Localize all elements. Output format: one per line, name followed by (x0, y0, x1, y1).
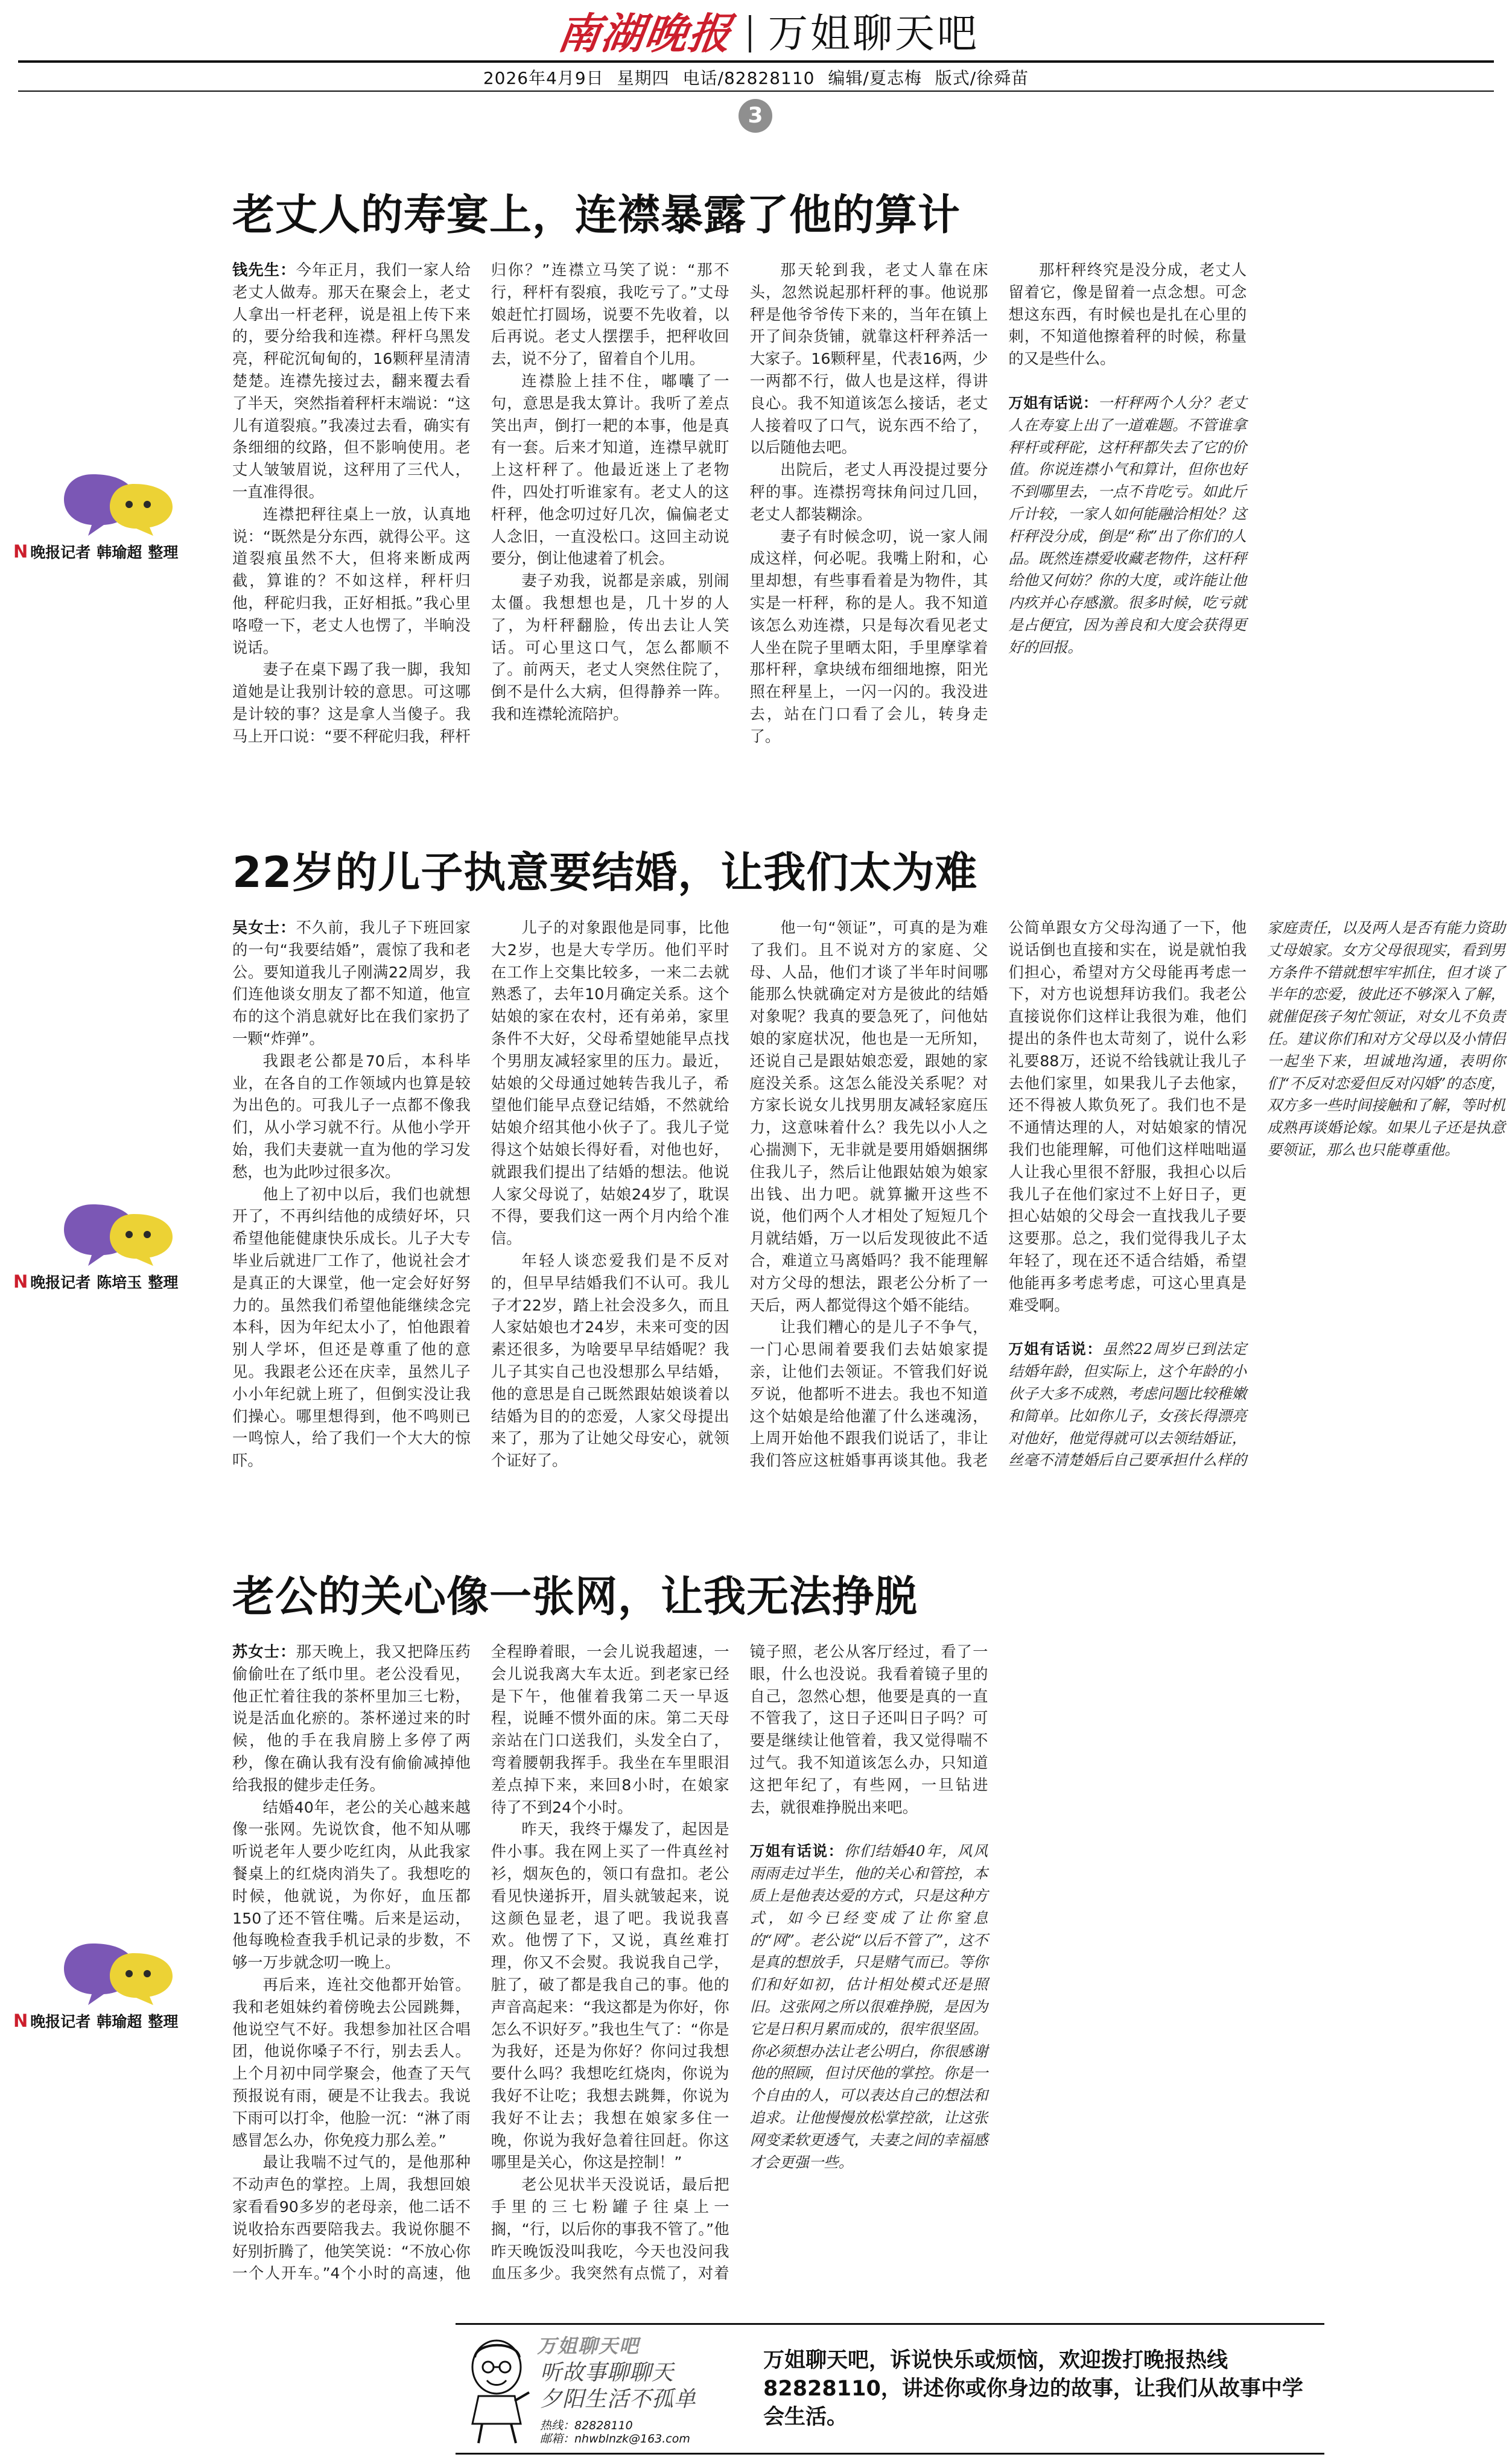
article-1 (0, 181, 1512, 790)
editor-comment: 万姐有话说：虽然22周岁已到法定结婚年龄，但实际上，这个年龄的小伙子大多不成熟，考虑问题比较稚嫩和简单。比如你儿子，女孩长得漂亮对他好，他觉得就可以去领结婚证，丝毫不清楚婚后自己要承担什么样的家庭责任，以及两人是否有能力资助丈母娘家。女方父母很现实，看到男方条件不错就想牢牢抓住，但才谈了半年的恋爱，彼此还不够深入了解，就催促孩子匆忙领证，对女儿不负责任。建议你们和对方父母以及小情侣一起坐下来，坦诚地沟通，表明你们“不反对恋爱但反对闪婚”的态度，双方多一些时间接触和了解，等时机成熟再谈婚论嫁。如果儿子还是执意要领证，那么也只能尊重他。 (1008, 919, 1505, 1469)
reporter-block (13, 1940, 212, 2048)
article-body (232, 1641, 1505, 2287)
masthead (0, 0, 1512, 127)
paragraph: 再后来，连社交他都开始管。我和老姐妹约着傍晚去公园跳舞，他说空气不好。我想参加社区合唱团，他说你嗓子不行，别去丢人。上个月初中同学聚会，他查了天气预报说有雨，硬是不让我去。我说下雨可以打伞，他脸一沉：“淋了雨感冒怎么办，你免疫力那么差。” (232, 1975, 471, 2149)
speaker-name: 苏女士： (232, 1643, 296, 1661)
paper-initial: N (13, 1271, 28, 1292)
paragraph: 年轻人谈恋爱我们是不反对的，但早早结婚我们不认可。我儿子才22岁，踏上社会没多久，而且人家姑娘也才24岁，未来可变的因素还很多，为啥要早早结婚呢？我儿子其实自己也没想那么早结婚，他的意思是自己既然跟姑娘谈着以结婚为目的的恋爱，人家父母提出来了，那为了让她父母安心，就领个证好了。 (491, 1251, 729, 1470)
paragraph: 钱先生：今年正月，我们一家人给老丈人做寿。那天在聚会上，老丈人拿出一杆老秤，说是祖上传下来的，要分给我和连襟。秤杆乌黑发亮，秤砣沉甸甸的，16颗秤星清清楚楚。连襟先接过去，翻来覆去看了半天，突然指着秤杆末端说：“这儿有道裂痕。”我凑过去看，确实有条细细的纹路，但不影响使用。老丈人皱皱眉说，这秤用了三代人，一直准得很。 (232, 261, 471, 501)
article-3 (0, 1563, 1512, 2305)
speech-bubbles-icon (62, 1940, 194, 2006)
slogan-line-2: 夕阳生活不孤单 (540, 2387, 697, 2412)
paragraph: 儿子的对象跟他是同事，比他大2岁，也是大专学历。他们平时在工作上交集比较多，一来二去就熟悉了，去年10月确定关系。这个姑娘的家在农村，还有弟弟，家里条件不大好，父母希望她能早点找个男朋友减轻家里的压力。最近，姑娘的父母通过她转告我儿子，希望他们能早点登记结婚，不然就给姑娘介绍其他小伙子了。我儿子觉得这个姑娘长得好看，对他也好，就跟我们提出了结婚的想法。他说人家父母说了，姑娘24岁了，耽误不得，要我们这一两个月内给个准信。 (491, 919, 729, 1248)
paper-initial: N (13, 541, 28, 562)
issue-weekday: 星期四 (617, 68, 670, 88)
reporter-block (13, 1201, 212, 1309)
grandpa-cartoon-icon (458, 2333, 536, 2448)
issue-editor: 编辑/夏志梅 (828, 68, 922, 88)
paragraph: 昨天，我终于爆发了，起因是件小事。我在网上买了一件真丝衬衫，烟灰色的，领口有盘扣。老公看见快递拆开，眉头就皱起来，说这颜色显老，退了吧。我说我喜欢。他愣了下，又说，真丝难打理，你又不会熨。我说我自己学，脏了，破了都是我自己的事。他的声音高起来：“我这都是为你好，你怎么不识好歹。”我也生气了：“你是为我好，还是为你好？你问过我想要什么吗？我想吃红烧肉，你说为我好不让吃；我想去跳舞，你说为我好不让去；我想在娘家多住一晚，你说为我好急着往回赶。你这哪里是关心，你这是控制！” (491, 1820, 729, 2172)
reporter-byline (13, 541, 218, 562)
brand-group (554, 7, 979, 60)
commenter-label: 万姐有话说： (1008, 393, 1098, 412)
reporter-role: 整理 (148, 1274, 179, 1291)
reporter-byline (13, 1271, 218, 1292)
reporter-org: 晚报记者 (30, 1274, 91, 1291)
footer (0, 2317, 1512, 2460)
footer-column-title: 万姐聊天吧 (537, 2334, 640, 2357)
speaker-name: 吴女士： (232, 919, 296, 936)
footer-hotline: 热线：82828110 (540, 2419, 633, 2432)
paragraph: 那天轮到我，老丈人靠在床头，忽然说起那杆秤的事。他说那秤是他爷爷传下来的，当年在镇上开了间杂货铺，就靠这杆秤养活一大家子。16颗秤星，代表16两，少一两都不行，做人也是这样，得讲良心。我不知道该怎么接话，老丈人接着叹了口气，说东西不给了，以后随他去吧。 (749, 261, 988, 457)
commenter-label: 万姐有话说： (749, 1842, 844, 1860)
issue-designer: 版式/徐舜苗 (935, 68, 1029, 88)
speech-bubbles-icon (62, 1201, 194, 1267)
page-number-badge: 3 (739, 99, 772, 133)
reporter-block (13, 471, 212, 579)
paragraph: 他上了初中以后，我们也就想开了，不再纠结他的成绩好坏，只希望他能健康快乐成长。儿子大专毕业后就进厂工作了，他说社会才是真正的大课堂，他一定会好好努力的。虽然我们希望他能继续念完本科，因为年纪太小了，怕他跟着别人学坏，但还是尊重了他的意见。我跟老公还在庆幸，虽然儿子小小年纪就上班了，但倒实没让我们操心。哪里想得到，他不鸣则已一鸣惊人，给了我们一个大大的惊吓。 (232, 1185, 471, 1470)
paragraph: 妻子有时候念叨，说一家人闹成这样，何必呢。我嘴上附和，心里却想，有些事看着是为物件，其实是一杆秤，称的是人。我不知道该怎么劝连襟，只是每次看见老丈人坐在院子里晒太阳，手里摩挲着那杆秤，拿块绒布细细地擦，阳光照在秤星上，一闪一闪的。我没进去，站在门口看了会儿，转身走了。 (749, 527, 988, 745)
footer-box (456, 2323, 1324, 2455)
masthead-rule-bottom (18, 91, 1494, 92)
paragraph: 吴女士：不久前，我儿子下班回家的一句“我要结婚”，震惊了我和老公。要知道我儿子刚满22周岁，我们连他谈女朋友了都不知道，他宣布的这个消息就好比在我们家扔了一颗“炸弹”。 (232, 919, 471, 1047)
paragraph: 妻子劝我，说都是亲戚，别闹太僵。我想想也是，几十岁的人了，为杆秤翻脸，传出去让人笑话。可心里这口气，怎么都顺不了。前两天，老丈人突然住院了，倒不是什么大病，但得静养一阵。我和连襟轮流陪护。 (491, 572, 729, 723)
footer-contact (540, 2419, 690, 2446)
paragraph: 他一句“领证”，可真的是为难了我们。且不说对方的家庭、父母、人品，他们才谈了半年时间哪能那么快就确定对方是彼此的结婚对象呢？我真的要急死了，问他姑娘的家庭状况，他也是一无所知，还说自己是跟姑娘恋爱，跟她的家庭没关系。这怎么能没关系呢？对方家长说女儿找男朋友减轻家庭压力，这意味着什么？我先以小人之心揣测下，无非就是要用婚姻捆绑住我儿子，然后让他跟姑娘为娘家出钱、出力吧。就算撇开这些不说，他们两个人才相处了短短几个月就结婚，万一以后发现彼此不适合，难道立马离婚吗？我不能理解对方父母的想法，跟老公分析了一天后，两人都觉得这个婚不能结。 (749, 919, 988, 1314)
reporter-name: 韩瑜超 (97, 544, 142, 561)
speech-bubbles-icon (62, 471, 194, 537)
column-name: 万姐聊天吧 (768, 10, 979, 57)
reporter-org: 晚报记者 (30, 2013, 91, 2030)
paragraph: 出院后，老丈人再没提过要分秤的事。连襟拐弯抹角问过几回，老丈人都装糊涂。 (749, 461, 988, 523)
commenter-label: 万姐有话说： (1008, 1340, 1103, 1358)
speaker-name: 钱先生： (232, 261, 296, 279)
paragraph: 连襟把秤往桌上一放，认真地说：“既然是分东西，就得公平。这道裂痕虽然不大，但将来断成两截，算谁的？不如这样，秤杆归他，秤砣归我，正好相抵。”我心里咯噔一下，老丈人也愣了，半晌没说话。 (232, 505, 471, 656)
article-title: 22岁的儿子执意要结婚，让我们太为难 (232, 848, 978, 897)
paper-initial: N (13, 2010, 28, 2031)
article-body (232, 917, 1505, 1484)
editor-comment: 万姐有话说：一杆秤两个人分？老丈人在寿宴上出了一道难题。不管谁拿秤杆或秤砣，这杆秤都失去了它的价值。你说连襟小气和算计，但你也好不到哪里去，一点不肯吃亏。如此斤斤计较，一家人如何能融洽相处？这杆秤没分成，倒是“称”出了你们的人品。既然连襟爱收藏老物件，这杆秤给他又何妨？你的大度，或许能让他内疚并心存感激。很多时候，吃亏就是占便宜，因为善良和大度会获得更好的回报。 (1008, 393, 1247, 656)
brand-divider (749, 15, 751, 52)
issue-phone: 电话/82828110 (682, 68, 815, 88)
paragraph: 连襟脸上挂不住，嘟囔了一句，意思是我太算计。我听了差点笑出声，倒打一耙的本事，他是真有一套。后来才知道，连襟早就盯上这杆秤了。他最近迷上了老物件，四处打听谁家有。老丈人的这杆秤，他念叨过好几次，偏偏老丈人念旧，一直没松口。这回主动说要分，倒让他逮着了机会。 (491, 372, 729, 568)
paragraph: 让我们糟心的是儿子不争气，一门心思闹着要我们去姑娘家提亲，让他们去领证。不管我们好说歹说，他都听不进去。我也不知道这个姑娘是给他灌了什么迷魂汤，上周开始他不跟我们说话了，非让我们答应这桩婚事再谈其他。我老公简单跟女方父母沟通了一下，他说话倒也直接和实在，说是就怕我们担心，希望对方父母能再考虑一下，对方也说想拜访我们。我老公直接说你们这样让我很为难，他们提出的条件也太苛刻了，说什么彩礼要88万，还说不给钱就让我儿子去他们家里，如果我儿子去他家，还不得被人欺负死了。我们也不是不通情达理的人，对姑娘家的情况我们也能理解，可他们这样咄咄逼人让我心里很不舒服，我担心以后我儿子在他们家过不上好日子，更担心姑娘的父母会一直找我儿子要这要那。总之，我们觉得我儿子太年轻了，现在还不适合结婚，希望他能再多考虑考虑，可这心里真是难受啊。 (749, 919, 1247, 1470)
paragraph: 我跟老公都是70后，本科毕业，在各自的工作领域内也算是较为出色的。可我儿子一点都不像我们，从小学习就不行。从他小学开始，我们夫妻就一直为他的学习发愁，也为此吵过很多次。 (232, 1052, 471, 1181)
reporter-name: 陈培玉 (97, 1274, 142, 1291)
masthead-rule-top (18, 60, 1494, 63)
article-2 (0, 839, 1512, 1508)
paragraph: 最让我喘不过气的，是他那种不动声色的掌控。上周，我想回娘家看看90多岁的老母亲，他二话不说收拾东西要陪我去。我说你腿不好别折腾了，他笑笑说：“不放心你一个人开车。”4个小时的高速，他全程睁着眼，一会儿说我超速，一会儿说我离大车太近。到老家已经是下午，他催着我第二天一早返程，说睡不惯外面的床。第二天母亲站在门口送我们，头发全白了，弯着腰朝我挥手。我坐在车里眼泪差点掉下来，来回8小时，在娘家待了不到24个小时。 (232, 1643, 729, 2283)
reporter-org: 晚报记者 (30, 544, 91, 561)
reporter-role: 整理 (148, 2013, 179, 2030)
article-body (232, 259, 1505, 766)
paragraph: 那杆秤终究是没分成，老丈人留着它，像是留着一点念想。可念想这东西，有时候也是扎在心里的刺，不知道他擦着秤的时候，称量的又是些什么。 (1008, 261, 1247, 368)
editor-comment: 万姐有话说：你们结婚40年，风风雨雨走过半生，他的关心和管控，本质上是他表达爱的方式，只是这种方式，如今已经变成了让你窒息的“网”。老公说“以后不管了”，这不是真的想放手，只是赌气而已。等你们和好如初，估计相处模式还是照旧。这张网之所以很难挣脱，是因为它是日积月累而成的，很牢很坚固。你必须想办法让老公明白，你很感谢他的照顾，但讨厌他的掌控。你是一个自由的人，可以表达自己的想法和追求。让他慢慢放松掌控欲，让这张网变柔软更透气，夫妻之间的幸福感才会更强一些。 (749, 1842, 988, 2171)
reporter-byline (13, 2010, 218, 2032)
footer-art (456, 2327, 733, 2450)
footer-email: 邮箱：nhwblnzk@163.com (540, 2432, 690, 2446)
paragraph: 老公见状半天没说话，最后把手里的三七粉罐子往桌上一搁，“行，以后你的事我不管了。”他昨天晚饭没叫我吃，今天也没问我血压多少。我突然有点慌了，对着镜子照，老公从客厅经过，看了一眼，什么也没说。我看着镜子里的自己，忽然心想，他要是真的一直不管我了，这日子还叫日子吗？可要是继续让他管着，我又觉得喘不过气。我不知道该怎么办，只知道这把年纪了，有些网，一旦钻进去，就很难挣脱出来吧。 (491, 1643, 988, 2283)
footer-invitation-text: 万姐聊天吧，诉说快乐或烦恼，欢迎拨打晚报热线82828110，讲述你或你身边的故事，让我们从故事中学会生活。 (763, 2348, 1303, 2429)
reporter-role: 整理 (148, 544, 179, 561)
slogan-line-1: 听故事聊聊天 (540, 2360, 675, 2385)
article-title: 老公的关心像一张网，让我无法挣脱 (232, 1572, 918, 1621)
footer-slogan (540, 2360, 696, 2413)
paragraph: 结婚40年，老公的关心越来越像一张网。先说饮食，他不知从哪听说老年人要少吃红肉，从此我家餐桌上的红烧肉消失了。我想吃的时候，他就说，为你好，血压都150了还不管住嘴。后来是运动，他每晚检查我手机记录的步数，不够一万步就念叨一晚上。 (232, 1798, 471, 1972)
paragraph: 苏女士：那天晚上，我又把降压药偷偷吐在了纸巾里。老公没看见，他正忙着往我的茶杯里加三七粉，说是活血化瘀的。茶杯递过来的时候，他的手在我肩膀上多停了两秒，像在确认我有没有偷偷减掉他给我报的健步走任务。 (232, 1643, 471, 1794)
reporter-name: 韩瑜超 (97, 2013, 142, 2030)
issue-date: 2026年4月9日 (483, 68, 604, 88)
article-title: 老丈人的寿宴上，连襟暴露了他的算计 (232, 190, 961, 240)
paper-logo: 南湖晚报 (554, 8, 735, 59)
paragraph: 妻子在桌下踢了我一脚，我知道她是让我别计较的意思。可这哪是计较的事？这是拿人当傻子。我马上开口说：“要不秤砣归我，秤杆归你？”连襟立马笑了说：“那不行，秤杆有裂痕，我吃亏了。”丈母娘赶忙打圆场，说要不先收着，以后再说。老丈人摆摆手，把秤收回去，说不分了，留着自个儿用。 (232, 261, 729, 745)
issue-info-line (0, 65, 1512, 89)
